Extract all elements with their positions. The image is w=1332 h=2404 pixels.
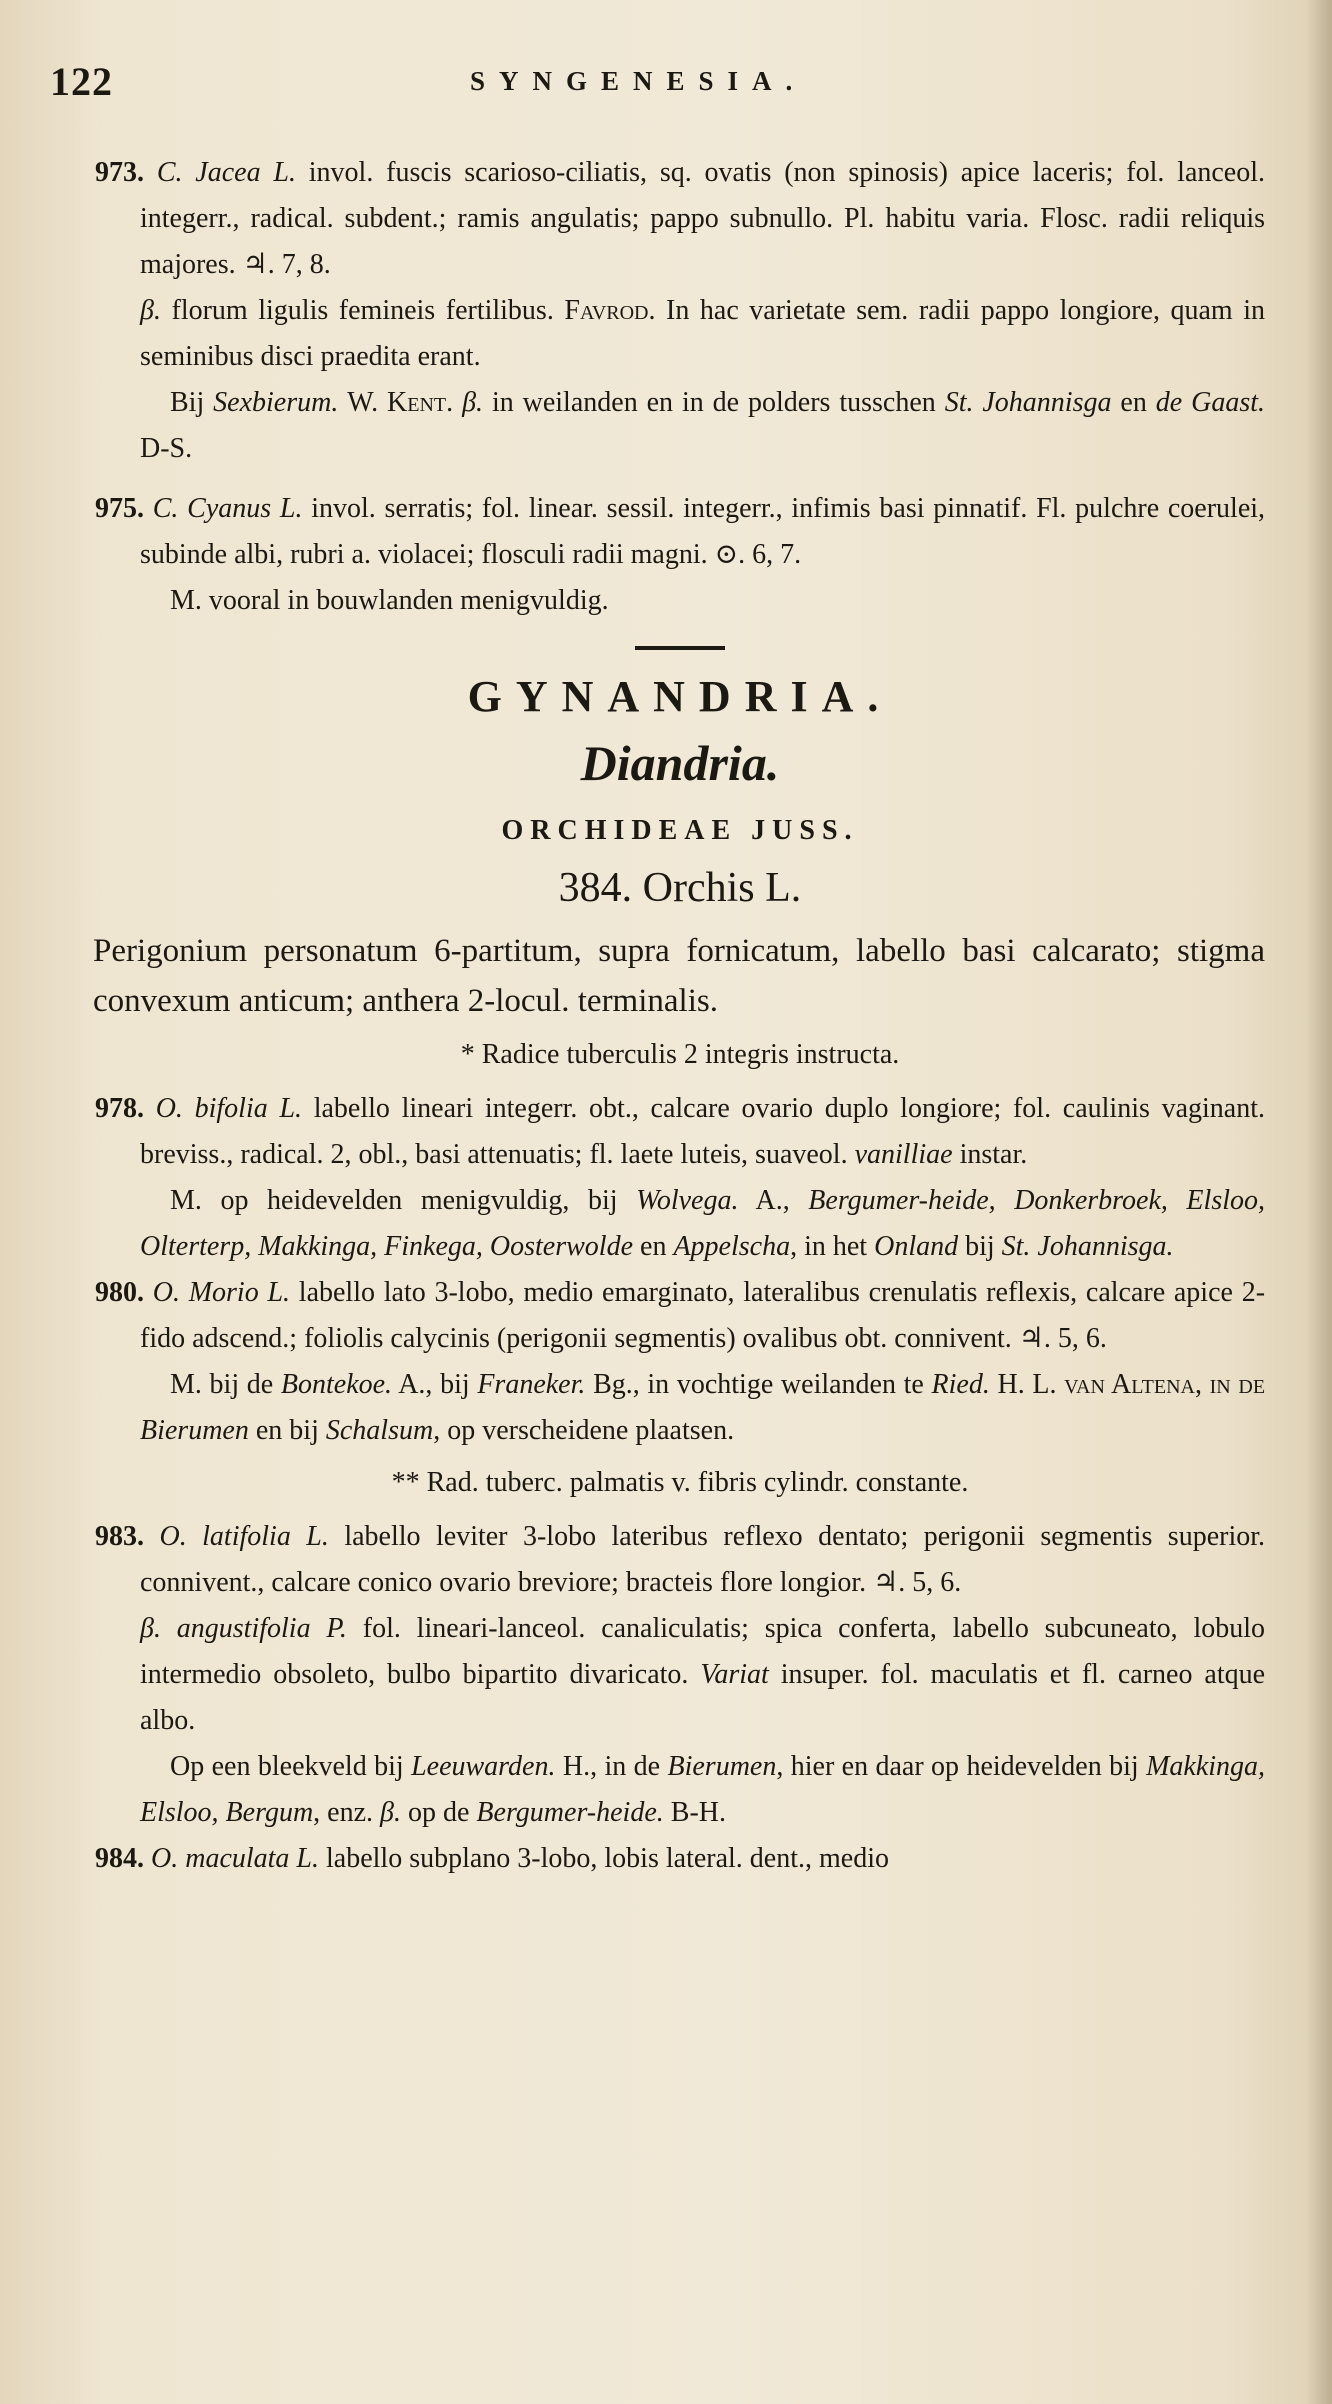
entry-983-locality (95, 1744, 1265, 1836)
entry-983 (95, 1514, 1265, 1606)
entry-number: 973. (95, 157, 144, 188)
entry-978 (95, 1086, 1265, 1178)
locality-place: Bierumen (140, 1415, 249, 1446)
locality-place: Leeuwarden. (411, 1751, 556, 1782)
entry-text: labello lato 3-lobo, medio emarginato, lateralibus crenulatis reflexis, calcare apice 2-fido adscend.; foliolis calycinis (perigonii segmentis) ovalibus obt. connivent. ♃. 5, 6. (140, 1277, 1266, 1354)
locality-text: Op een bleekveld bij (170, 1751, 404, 1782)
locality-text: op de (407, 1797, 470, 1828)
locality-text: , in het (790, 1231, 868, 1262)
species-name: O. bifolia L. (155, 1093, 303, 1124)
locality-place: Sexbierum. (213, 387, 339, 418)
entry-text: instar. (959, 1139, 1028, 1170)
entry-978-locality (95, 1178, 1265, 1270)
entry-980-locality (95, 1362, 1265, 1454)
species-name: O. maculata L. (151, 1843, 319, 1874)
entry-973-locality (95, 380, 1265, 472)
entry-text: invol. serratis; fol. linear. sessil. integerr., infimis basi pinnatif. Fl. pulchre coerulei, subinde albi, rubri a. violacei; flosculi radii magni. ⊙. 6, 7. (140, 493, 1266, 570)
locality-text: en (1120, 387, 1147, 418)
locality-text: , enz. (313, 1797, 374, 1828)
locality-text: Bij (170, 387, 205, 418)
variety-author: Favrod. (564, 295, 656, 326)
entry-983-variety (95, 1606, 1265, 1744)
entry-text-italic: vanilliae (854, 1139, 953, 1170)
locality-place: Franeker. (477, 1369, 586, 1400)
locality-text: , hier en daar op heidevelden bij (776, 1751, 1139, 1782)
locality-text: Bg., in vochtige weilanden te (593, 1369, 924, 1400)
locality-variety: β. (380, 1797, 401, 1828)
entry-text: labello subplano 3-lobo, lobis lateral. dent., medio (326, 1843, 889, 1874)
locality-text: en bij (255, 1415, 319, 1446)
entry-973-variety (95, 288, 1265, 380)
entry-975 (95, 486, 1265, 578)
locality-text: in weilanden en in de polders tusschen (491, 387, 936, 418)
locality-place: Wolvega. (636, 1185, 739, 1216)
entry-975-locality: M. vooral in bouwlanden menigvuldig. (170, 585, 609, 616)
locality-place: Appelscha (673, 1231, 791, 1262)
running-title: SYNGENESIA. (470, 66, 807, 96)
species-name: C. Cyanus L. (152, 493, 303, 524)
locality-place: Ried. (931, 1369, 990, 1400)
entry-text: labello lineari integerr. obt., calcare ovario duplo longiore; fol. caulinis vaginant. breviss., radical. 2, obl., basi attenuatis; fl. laete luteis, suaveol. (140, 1093, 1265, 1170)
locality-text: M. bij de (170, 1369, 274, 1400)
page-number: 122 (50, 59, 113, 104)
species-name: O. latifolia L. (159, 1521, 329, 1552)
locality-place: Schalsum (325, 1415, 434, 1446)
locality-author: W. Kent. (347, 387, 454, 418)
entry-number: 980. (95, 1277, 144, 1308)
locality-text: M. op heidevelden menigvuldig, bij (170, 1185, 618, 1216)
locality-text: , op verscheidene plaatsen. (433, 1415, 735, 1446)
locality-author: B-H. (670, 1797, 726, 1828)
entry-number: 984. (95, 1843, 144, 1874)
locality-place: Onland (874, 1231, 959, 1262)
entry-text: invol. fuscis scarioso-ciliatis, sq. ovatis (non spinosis) apice laceris; fol. lanceol. integerr., radical. subdent.; ramis angulatis; pappo subnullo. Pl. habitu varia. Flosc. radii reliquis majores. ♃. 7, 8. (140, 157, 1266, 280)
locality-place: Bergumer-heide, Donkerbroek, Elsloo, Olterterp, Makkinga, Finkega, Oosterwolde (140, 1185, 1265, 1262)
locality-author: A., (755, 1185, 790, 1216)
family-title: ORCHIDEAE JUSS. (501, 815, 859, 846)
entry-number: 983. (95, 1521, 144, 1552)
locality-text: en (640, 1231, 667, 1262)
variety-text-italic: Variat (700, 1659, 769, 1690)
subdivision-heading: ** Rad. tuberc. palmatis v. fibris cylindr. constante. (391, 1467, 969, 1498)
variety-label: β. (140, 295, 161, 326)
locality-text: bij (965, 1231, 995, 1262)
variety-text: fol. lineari-lanceol. canaliculatis; spica conferta, labello subcuneato, lobulo intermedio obsoleto, bulbo bipartito divaricato. (140, 1613, 1266, 1690)
variety-text: florum ligulis femineis fertilibus. (171, 295, 554, 326)
variety-text-2: In hac varietate sem. radii pappo longiore, quam in seminibus disci praedita erant. (140, 295, 1266, 372)
genus-description: Perigonium personatum 6-partitum, supra fornicatum, labello basi calcarato; stigma convexum anticum; anthera 2-locul. terminalis. (93, 933, 1265, 1019)
variety-name: β. angustifolia P. (140, 1613, 347, 1644)
locality-text: A., bij (398, 1369, 470, 1400)
page-gutter-shadow (1306, 0, 1332, 2404)
species-name: C. Jacea L. (156, 157, 296, 188)
species-name: O. Morio L. (152, 1277, 291, 1308)
locality-text: H., in de (562, 1751, 661, 1782)
locality-variety: β. (462, 387, 484, 418)
locality-place: Bierumen (667, 1751, 777, 1782)
page-header (50, 58, 1290, 108)
locality-author: D-S. (140, 433, 193, 464)
locality-place: de Gaast. (1155, 387, 1266, 418)
order-title: Diandria. (580, 735, 780, 791)
locality-place: Bontekoe. (280, 1369, 393, 1400)
entry-973 (95, 150, 1265, 288)
variety-text-2: insuper. fol. maculatis et fl. carneo atque albo. (140, 1659, 1266, 1736)
entry-980 (95, 1270, 1265, 1362)
entry-number: 978. (95, 1093, 144, 1124)
entry-text: labello leviter 3-lobo lateribus reflexo dentato; perigonii segmentis superior. connivent., calcare conico ovario breviore; bracteis flore longior. ♃. 5, 6. (140, 1521, 1266, 1598)
page-body (95, 150, 1265, 1882)
entry-984 (95, 1836, 1265, 1882)
class-title: GYNANDRIA. (467, 672, 893, 721)
locality-place: St. Johannisga (944, 387, 1112, 418)
section-divider-rule (635, 646, 725, 650)
subdivision-heading: * Radice tuberculis 2 integris instructa. (460, 1039, 900, 1070)
genus-title: 384. Orchis L. (558, 865, 802, 911)
locality-place: Makkinga, Elsloo, Bergum (140, 1751, 1266, 1828)
locality-author: H. L. van Altena, in de (997, 1369, 1266, 1400)
entry-number: 975. (95, 493, 144, 524)
locality-place: St. Johannisga. (1001, 1231, 1174, 1262)
locality-place: Bergumer-heide. (476, 1797, 664, 1828)
